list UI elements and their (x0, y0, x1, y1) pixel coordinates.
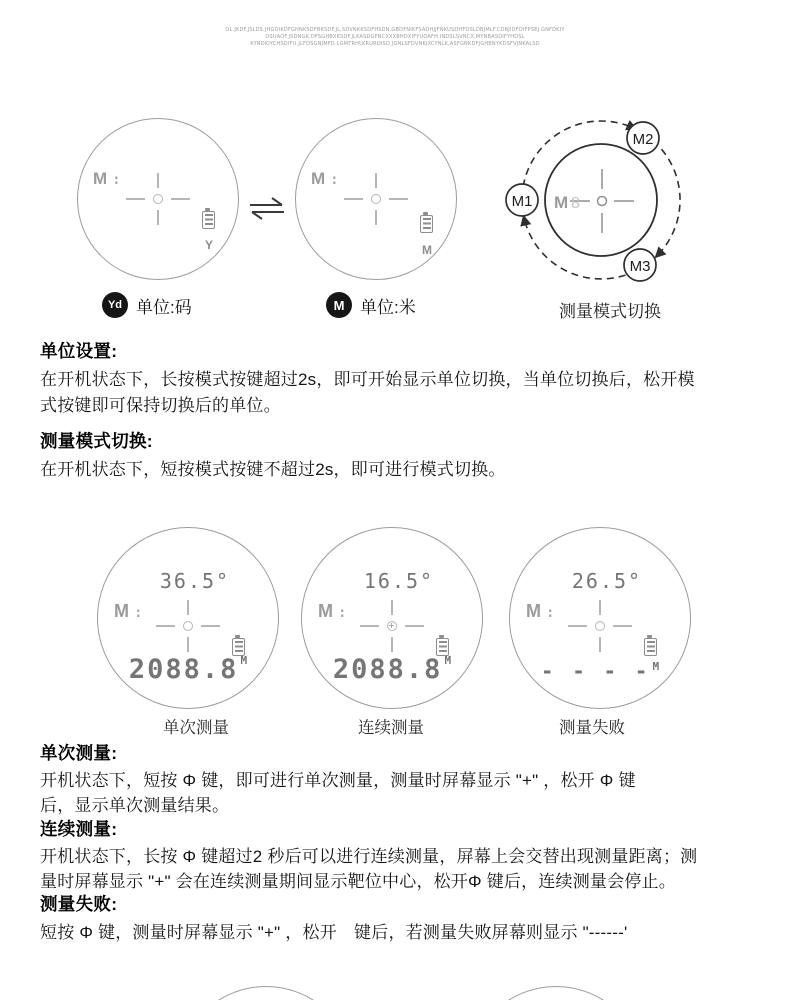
m-caption: 单位:米 (360, 297, 416, 317)
watermark-line: OL.JKDF.JSLDS.JHGOIKDFGHNKSDFBKSDF.JL,SDVNKKSDFHSDN,GBDFNIKFSADHJJFNKUSDHFOSLDBJMLF.CDBJIDFOIFPSEJ.GNFDKIY (225, 27, 565, 33)
yd-caption: 单位:码 (136, 297, 192, 317)
distance-value: 2088.8 (128, 654, 239, 685)
m1-label: M1 (511, 193, 533, 210)
battery-icon (202, 211, 215, 229)
mode-segment: : (330, 172, 340, 188)
reticle-icon (568, 600, 632, 652)
mode-letter: M (311, 169, 327, 188)
yards-caption-group (102, 292, 192, 318)
next-figure-circle (467, 986, 645, 1000)
meters-caption-group (326, 292, 416, 318)
reticle-target-icon (360, 600, 424, 652)
battery-icon (420, 215, 433, 233)
mode-segment: : (338, 605, 348, 621)
watermark-text (0, 27, 790, 48)
mode-letter: M (526, 601, 542, 621)
mode-indicator (114, 601, 143, 622)
reticle-icon (344, 173, 408, 225)
angle-readout: 16.5° (363, 569, 435, 593)
heading-mode-switch: 测量模式切换: (40, 431, 153, 451)
distance-value: - - - - (540, 659, 651, 683)
battery-icon (644, 638, 657, 656)
mode-segment: : (546, 605, 556, 621)
paragraph-line: 短按 Φ 键，测量时屏幕显示 "+" ，松开 键后，若测量失败屏幕则显示 "------' (40, 923, 628, 942)
failed-caption: 测量失败 (559, 719, 625, 737)
distance-unit: M (652, 660, 660, 673)
toggle-arrows-icon (246, 194, 288, 222)
paragraph-line: 量时屏幕显示 "+" 会在连续测量期间显示靶位中心，松开Φ 键后，连续测量会停止。 (40, 872, 676, 891)
paragraph-line: 后，显示单次测量结果。 (40, 796, 230, 815)
mode-letter: M (93, 169, 109, 188)
single-caption: 单次测量 (163, 719, 229, 737)
heading-unit-setting: 单位设置: (40, 341, 118, 361)
next-figure-circle (177, 986, 355, 1000)
mode-digit: 8 (571, 195, 580, 212)
mode-letter: M (114, 601, 130, 621)
distance-value: 2088.8 (332, 654, 443, 685)
paragraph-line: 在开机状态下，长按模式按键超过2s，即可开始显示单位切换，当单位切换后，松开模 (40, 370, 695, 389)
watermark-line: OSUAOF.JSDNGK,DFSGHBXKSDF.JLKASDGFNCXXXBHDXIFYUOAFH.INDSLSVNCX,MYNBASDIFYHDSL (265, 34, 525, 40)
distance-readout (302, 654, 482, 685)
viewfinder-failed (509, 527, 691, 709)
paragraph-line: 式按键即可保持切换后的单位。 (40, 396, 281, 415)
distance-readout (98, 654, 278, 685)
mode-switch-caption: 测量模式切换 (559, 302, 661, 321)
unit-letter: Y (205, 238, 214, 252)
continuous-caption: 连续测量 (358, 719, 424, 737)
m3-label: M3 (629, 258, 651, 275)
mode-letter: M (318, 601, 334, 621)
mode-indicator (318, 601, 347, 622)
unit-letter: M (422, 243, 432, 257)
distance-unit: M (444, 654, 452, 667)
reticle-icon (126, 173, 190, 225)
viewfinder-meters (295, 118, 457, 280)
mode-segment: : (112, 172, 122, 188)
heading-failed-measure: 测量失败: (40, 894, 118, 914)
mode-segment: : (134, 605, 144, 621)
m-badge: M (326, 292, 352, 318)
reticle-icon (156, 600, 220, 652)
paragraph-line: 开机状态下，长按 Φ 键超过2 秒后可以进行连续测量，屏幕上会交替出现测量距离；测 (40, 847, 698, 866)
mode-indicator (526, 601, 555, 622)
heading-continuous-measure: 连续测量: (40, 819, 118, 839)
m2-label: M2 (632, 131, 654, 148)
angle-readout: 36.5° (159, 569, 231, 593)
distance-readout (510, 659, 690, 683)
heading-single-measure: 单次测量: (40, 743, 118, 763)
angle-readout: 26.5° (571, 569, 643, 593)
mode-indicator (93, 169, 122, 189)
rotation-arc (657, 149, 680, 256)
viewfinder-yards (77, 118, 239, 280)
viewfinder-single (97, 527, 279, 709)
mode-indicator (311, 169, 340, 189)
paragraph-line: 开机状态下，短按 Φ 键，即可进行单次测量，测量时屏幕显示 "+" ，松开 Φ 键 (40, 771, 636, 790)
yd-badge: Yd (102, 292, 128, 318)
distance-unit: M (240, 654, 248, 667)
paragraph-line: 在开机状态下，短按模式按键不超过2s，即可进行模式切换。 (40, 460, 506, 479)
viewfinder-continuous (301, 527, 483, 709)
watermark-line: KYNDKIYCHSDIFU.JLFDSGNJMFD.LGMTRHLKRUROISD.JGNLSFDVNKJXCYNLK,ASFGNKDFJGHBNYKDSFVJNKALSD (250, 41, 540, 47)
mode-letter: M (554, 193, 569, 212)
